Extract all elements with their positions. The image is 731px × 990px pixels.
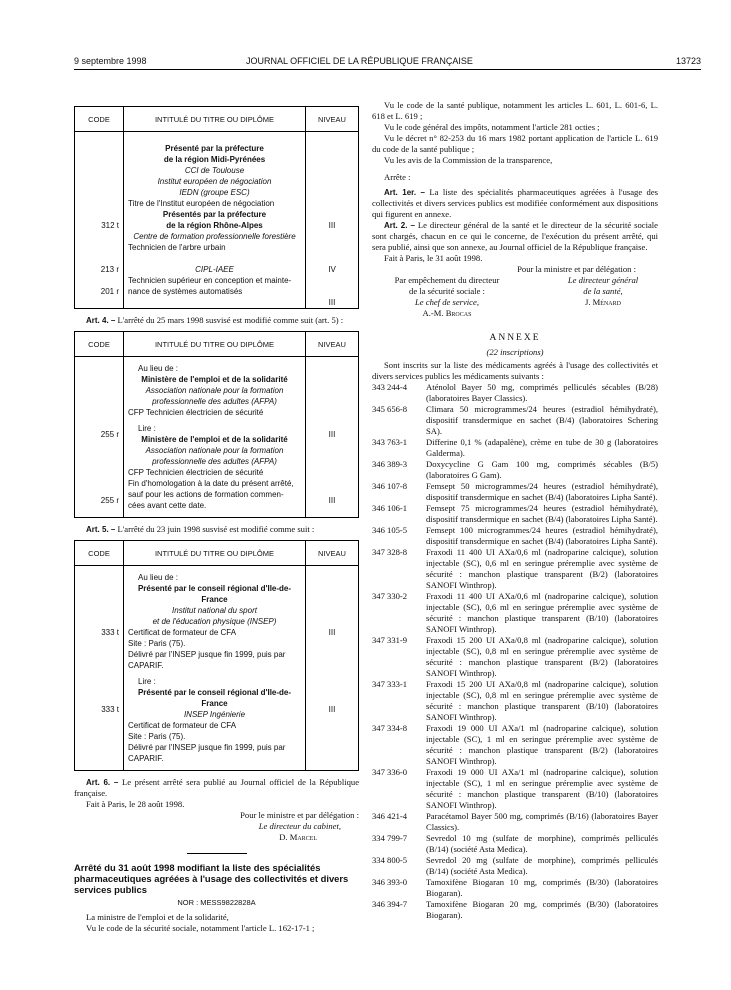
list-item: 346 394-7 Tamoxifène Biogaran 20 mg, comprimés (B/30) (laboratoires Biogaran). xyxy=(372,899,658,920)
art4-text: L'arrêté du 25 mars 1998 susvisé est modifié comme suit (art. 5) : xyxy=(117,315,344,325)
header-date: 9 septembre 1998 xyxy=(74,56,147,66)
list-item: 346 105-5 Femsept 100 microgrammes/24 heures (estradiol hémihydraté), dispositif transdermique en sachet (B/4) (laboratoires Lipha Santé). xyxy=(372,525,658,546)
art4-label: Art. 4. – xyxy=(86,316,116,325)
annexe-intro: Sont inscrits sur la liste des médicaments agréés à l'usage des collectivités et divers services publics les médicaments suivants : xyxy=(372,360,658,381)
list-item: 347 330-2 Fraxodi 11 400 UI AXa/0,6 ml (nadroparine calcique), solution injectable (SC), 0,6 ml en seringue préremplie avec système de sécurité : manchon plastique transparent (B/10) (laboratoires SANOFI Winthrop). xyxy=(372,591,658,634)
pour-ministre: Pour la ministre et par délégation : xyxy=(517,264,636,274)
arrete-p2: Vu le code de la sécurité sociale, notamment l'article L. 162-17-1 ; xyxy=(86,923,315,933)
col-titre: INTITULÉ DU TITRE OU DIPLÔME xyxy=(124,107,306,132)
article-2: Le directeur général de la santé et le directeur de la sécurité sociale sont chargés, chacun en ce qui le concerne, de l'exécution du présent arrêté, qui sera publié, ainsi que son annexe, au Journal officiel de la République française. xyxy=(372,220,658,252)
list-item: 347 336-0 Fraxodi 19 000 UI AXa/1 ml (nadroparine calcique), solution injectable (SC), 1 ml en seringue préremplie avec système de sécurité : manchon plastique transparent (B/10) (laboratoires SANOFI Winthrop). xyxy=(372,767,658,810)
left-column xyxy=(74,106,359,934)
table-row: 333 t 333 t Au lieu de : Présenté par le conseil régional d'Ile-de-France Institut national du sport et de l'éducation physique (INSEP) Certificat de formateur de CFA Site : Paris (75). Délivré par l'INSEP jusque fin 1999, puis par CAPARIF. Lire : Présenté par le conseil régional d'Ile-de-France INSEP Ingénierie Certificat de formateur de CFA Site : Paris (75). Délivré par l'INSEP jusque fin 1999, puis par CAPARIF. III III xyxy=(75,566,359,771)
vu-3: Vu le décret n° 82-253 du 16 mars 1982 portant application de l'article L. 619 du code de la santé publique ; xyxy=(372,133,658,154)
inscriptions: (22 inscriptions) xyxy=(486,347,544,357)
list-item: 346 393-0 Tamoxifène Biogaran 10 mg, comprimés (B/30) (laboratoires Biogaran). xyxy=(372,877,658,898)
article-1: La liste des spécialités pharmaceutiques agréées à l'usage des collectivités et divers services publics est modifiée conformément aux dispositions qui figurent en annexe. xyxy=(372,187,659,219)
header-rule xyxy=(74,69,701,70)
art5-label: Art. 5. – xyxy=(86,525,116,534)
arrete-title: Arrêté du 31 août 1998 modifiant la liste des spécialités pharmaceutiques agréées à l'usage des collectivités et divers services publics xyxy=(74,862,349,895)
art6-text: Le présent arrêté sera publié au Journal officiel de la République française. xyxy=(74,777,360,798)
list-item: 347 333-1 Fraxodi 15 200 UI AXa/0,8 ml (nadroparine calcique), solution injectable (SC), 0,8 ml en seringue préremplie avec système de sécurité : manchon plastique transparent (B/10) (laboratoires SANOFI Winthrop). xyxy=(372,679,658,722)
list-item: 334 799-7 Sevredol 10 mg (sulfate de morphine), comprimés pelliculés (B/14) (société Asta Medica). xyxy=(372,833,658,854)
vu-1: Vu le code de la santé publique, notamment les articles L. 601, L. 601-6, L. 618 et L. 619 ; xyxy=(372,100,658,121)
list-item: 347 331-9 Fraxodi 15 200 UI AXa/0,8 ml (nadroparine calcique), solution injectable (SC), 0,8 ml en seringue préremplie avec système de sécurité : manchon plastique transparent (B/2) (laboratoires SANOFI Winthrop). xyxy=(372,635,658,678)
list-item: 347 328-8 Fraxodi 11 400 UI AXa/0,6 ml (nadroparine calcique), solution injectable (SC), 0,6 ml en seringue préremplie avec système de sécurité : manchon plastique transparent (B/2) (laboratoires SANOFI Winthrop). xyxy=(372,547,658,590)
list-item: 343 763-1 Differine 0,1 % (adapalène), crème en tube de 30 g (laboratoires Galderma). xyxy=(372,437,658,458)
list-item: 346 106-1 Femsept 75 microgrammes/24 heures (estradiol hémihydraté), dispositif transdermique en sachet (B/4) (laboratoires Lipha Santé). xyxy=(372,503,658,524)
sig1-role: Le directeur du cabinet, xyxy=(258,821,341,831)
table-1 xyxy=(74,106,359,309)
art5-text: L'arrêté du 23 juin 1998 susvisé est modifié comme suit : xyxy=(117,524,315,534)
sig1-date: Fait à Paris, le 28 août 1998. xyxy=(86,799,185,809)
art6-label: Art. 6. – xyxy=(86,778,119,787)
header-page: 13723 xyxy=(675,56,701,66)
list-item: 346 389-3 Doxycycline G Gam 100 mg, comprimés sécables (B/5) (laboratoires G Gam). xyxy=(372,459,658,480)
separator xyxy=(187,853,247,854)
arrete-label: Arrête : xyxy=(384,172,411,182)
fait-date: Fait à Paris, le 31 août 1998. xyxy=(384,253,483,263)
table-3: CODE INTITULÉ DU TITRE OU DIPLÔME NIVEAU 333 t 333 t Au lieu de : Présenté par le conseil régional d'Ile-de-France Institut national du sport et de l'éducation physique (INSEP) Certificat de formateur de CFA Site : Paris (75). Délivré par l'INSEP jusque fin 1999, puis par CAPARIF. Lire : Présenté par le conseil régional d'Ile-de-France INSEP Ingénierie Certificat de formateur de CFA Site : Paris (75). Délivré par l'INSEP jusque fin 1999, puis par CAPARIF. III III xyxy=(74,540,359,771)
list-item: 346 107-8 Femsept 50 microgrammes/24 heures (estradiol hémihydraté), dispositif transdermique en sachet (B/4) (laboratoires Lipha Santé). xyxy=(372,481,658,502)
list-item: 347 334-8 Fraxodi 19 000 UI AXa/1 ml (nadroparine calcique), solution injectable (SC), 1 ml en seringue préremplie avec système de sécurité : manchon plastique transparent (B/2) (laboratoires SANOFI Winthrop). xyxy=(372,723,658,766)
list-item: 346 421-4 Paracétamol Bayer 500 mg, comprimés (B/16) (laboratoires Bayer Classics). xyxy=(372,811,658,832)
table-2: CODE INTITULÉ DU TITRE OU DIPLÔME NIVEAU 255 r 255 r Au lieu de : Ministère de l'emploi et de la solidarité Association nationale pour la formation professionnelle des adultes (AFPA) CFP Technicien électricien de sécurité Lire : Ministère de l'emploi et de la solidarité Association nationale pour la formation professionnelle des adultes (AFPA) CFP Technicien électricien de sécurité Fin d'homologation à la date du présent arrêté, sauf pour les actions de formation commen- cées avant cette date. III III xyxy=(74,331,359,518)
col-niveau: NIVEAU xyxy=(306,107,359,132)
annexe-title: ANNEXE xyxy=(489,333,541,343)
arrete-nor: NOR : MESS9822828A xyxy=(177,898,256,907)
vu-4: Vu les avis de la Commission de la transparence, xyxy=(384,155,553,165)
signatures: Par empêchement du directeur de la sécurité sociale : Le chef de service, A.-M. Brocas Le directeur général de la santé, J. Ménard xyxy=(394,275,639,318)
header-journal: JOURNAL OFFICIEL DE LA RÉPUBLIQUE FRANÇAISE xyxy=(246,56,473,66)
vu-2: Vu le code général des impôts, notamment l'article 281 octies ; xyxy=(384,122,600,132)
arrete-p1: La ministre de l'emploi et de la solidarité, xyxy=(86,912,229,922)
table-row: 312 t 213 r 201 r Présenté par la préfecture de la région Midi-Pyrénées CCI de Toulouse Institut européen de négociation IEDN (groupe ESC) Titre de l'Institut européen de négociation Présentés par la préfecture de la région Rhône-Alpes Centre de formation professionnelle forestière Technicien de l'arbre urbain CIPL-IAEE Technicien supérieur en conception et mainte- nance de systèmes automatisés III IV III xyxy=(75,132,359,309)
sig1-name: D. Marcel xyxy=(279,832,317,842)
list-item: 345 656-8 Climara 50 microgrammes/24 heures (estradiol hémihydraté), dispositif transdermique en sachet (B/4) (laboratoires Schering SA). xyxy=(372,404,658,436)
table-row: 255 r 255 r Au lieu de : Ministère de l'emploi et de la solidarité Association nationale pour la formation professionnelle des adultes (AFPA) CFP Technicien électricien de sécurité Lire : Ministère de l'emploi et de la solidarité Association nationale pour la formation professionnelle des adultes (AFPA) CFP Technicien électricien de sécurité Fin d'homologation à la date du présent arrêté, sauf pour les actions de formation commen- cées avant cette date. III III xyxy=(75,357,359,518)
right-column: Vu le code de la santé publique, notamment les articles L. 601, L. 601-6, L. 618 et L. 619 ; Vu le code général des impôts, notamment l'article 281 octies ; Vu le décret n° 82-253 du 16 mars 1982 portant application de l'article L. 619 du code de la santé publique ; Vu les avis de la Commission de la transparence, Arrête : Art. 1er. – La liste des spécialités pharmaceutiques agréées à l'usage des collectivités et divers services publics est modifiée conformément aux dispositions qui figurent en annexe. Art. 2. – Le directeur général de la santé et le directeur de la sécurité sociale sont chargés, chacun en ce qui le concerne, de l'exécution du présent arrêté, qui sera publié, ainsi que son annexe, au Journal officiel de la République française. Fait à Paris, le 31 août 1998. Pour la ministre et par délégation : Par empêchement du directeur de la sécurité sociale : Le chef de service, A.-M. Brocas Le directeur général de la santé, J. Ménard ANNEXE (22 inscriptions) Sont inscrits sur la liste des médicaments agréés à l'usage des collectivités et divers services publics les médicaments suivants : 343 244-4 Aténolol Bayer 50 mg, comprimés pelliculés sécables (B/28) (laboratoires Bayer Classics). 345 656-8 Climara 50 microgrammes/24 heures (estradiol hémihydraté), dispositif transdermique en sachet (B/4) (laboratoires Schering SA). 343 763-1 Differine 0,1 % (adapalène), crème en tube de 30 g (laboratoires Galderma). 346 389-3 Doxycycline G Gam 100 mg, comprimés sécables (B/5) (laboratoires G Gam). 346 107-8 Femsept 50 microgrammes/24 heures (estradiol hémihydraté), dispositif transdermique en sachet (B/4) (laboratoires Lipha Santé). 346 106-1 Femsept 75 microgrammes/24 heures (estradiol hémihydraté), dispositif transdermique en sachet (B/4) (laboratoires Lipha Santé). 346 105-5 Femsept 100 microgrammes/24 heures (estradiol hémihydraté), dispositif transdermique en sachet (B/4) (laboratoires Lipha Santé). 347 328-8 Fraxodi 11 400 UI AXa/0,6 ml (nadroparine calcique), solution injectable (SC), 0,6 ml en seringue préremplie avec système de sécurité : manchon plastique transparent (B/2) (laboratoires SANOFI Winthrop). 347 330-2 Fraxodi 11 400 UI AXa/0,6 ml (nadroparine calcique), solution injectable (SC), 0,6 ml en seringue préremplie avec système de sécurité : manchon plastique transparent (B/10) (laboratoires SANOFI Winthrop). 347 331-9 Fraxodi 15 200 UI AXa/0,8 ml (nadroparine calcique), solution injectable (SC), 0,8 ml en seringue préremplie avec système de sécurité : manchon plastique transparent (B/2) (laboratoires SANOFI Winthrop). 347 333-1 Fraxodi 15 200 UI AXa/0,8 ml (nadroparine calcique), solution injectable (SC), 0,8 ml en seringue préremplie avec système de sécurité : manchon plastique transparent (B/10) (laboratoires SANOFI Winthrop). 347 334-8 Fraxodi 19 000 UI AXa/1 ml (nadroparine calcique), solution injectable (SC), 1 ml en seringue préremplie avec système de sécurité : manchon plastique transparent (B/2) (laboratoires SANOFI Winthrop). 347 336-0 Fraxodi 19 000 UI AXa/1 ml (nadroparine calcique), solution injectable (SC), 1 ml en seringue préremplie avec système de sécurité : manchon plastique transparent (B/10) (laboratoires SANOFI Winthrop). 346 421-4 Paracétamol Bayer 500 mg, comprimés (B/16) (laboratoires Bayer Classics). 334 799-7 Sevredol 10 mg (sulfate de morphine), comprimés pelliculés (B/14) (société Asta Medica). 334 800-5 Sevredol 20 mg (sulfate de morphine), comprimés pelliculés (B/14) (société Asta Medica). 346 393-0 Tamoxifène Biogaran 10 mg, comprimés (B/30) (laboratoires Biogaran). 346 394-7 Tamoxifène Biogaran 20 mg, comprimés (B/30) (laboratoires Biogaran). xyxy=(372,100,659,920)
list-item: 343 244-4 Aténolol Bayer 50 mg, comprimés pelliculés sécables (B/28) (laboratoires Bayer Classics). xyxy=(372,382,658,403)
list-item: 334 800-5 Sevredol 20 mg (sulfate de morphine), comprimés pelliculés (B/14) (société Asta Medica). xyxy=(372,855,658,876)
medicament-list xyxy=(372,382,658,921)
sig1-pour: Pour le ministre et par délégation : xyxy=(240,810,359,820)
col-code: CODE xyxy=(75,107,124,132)
